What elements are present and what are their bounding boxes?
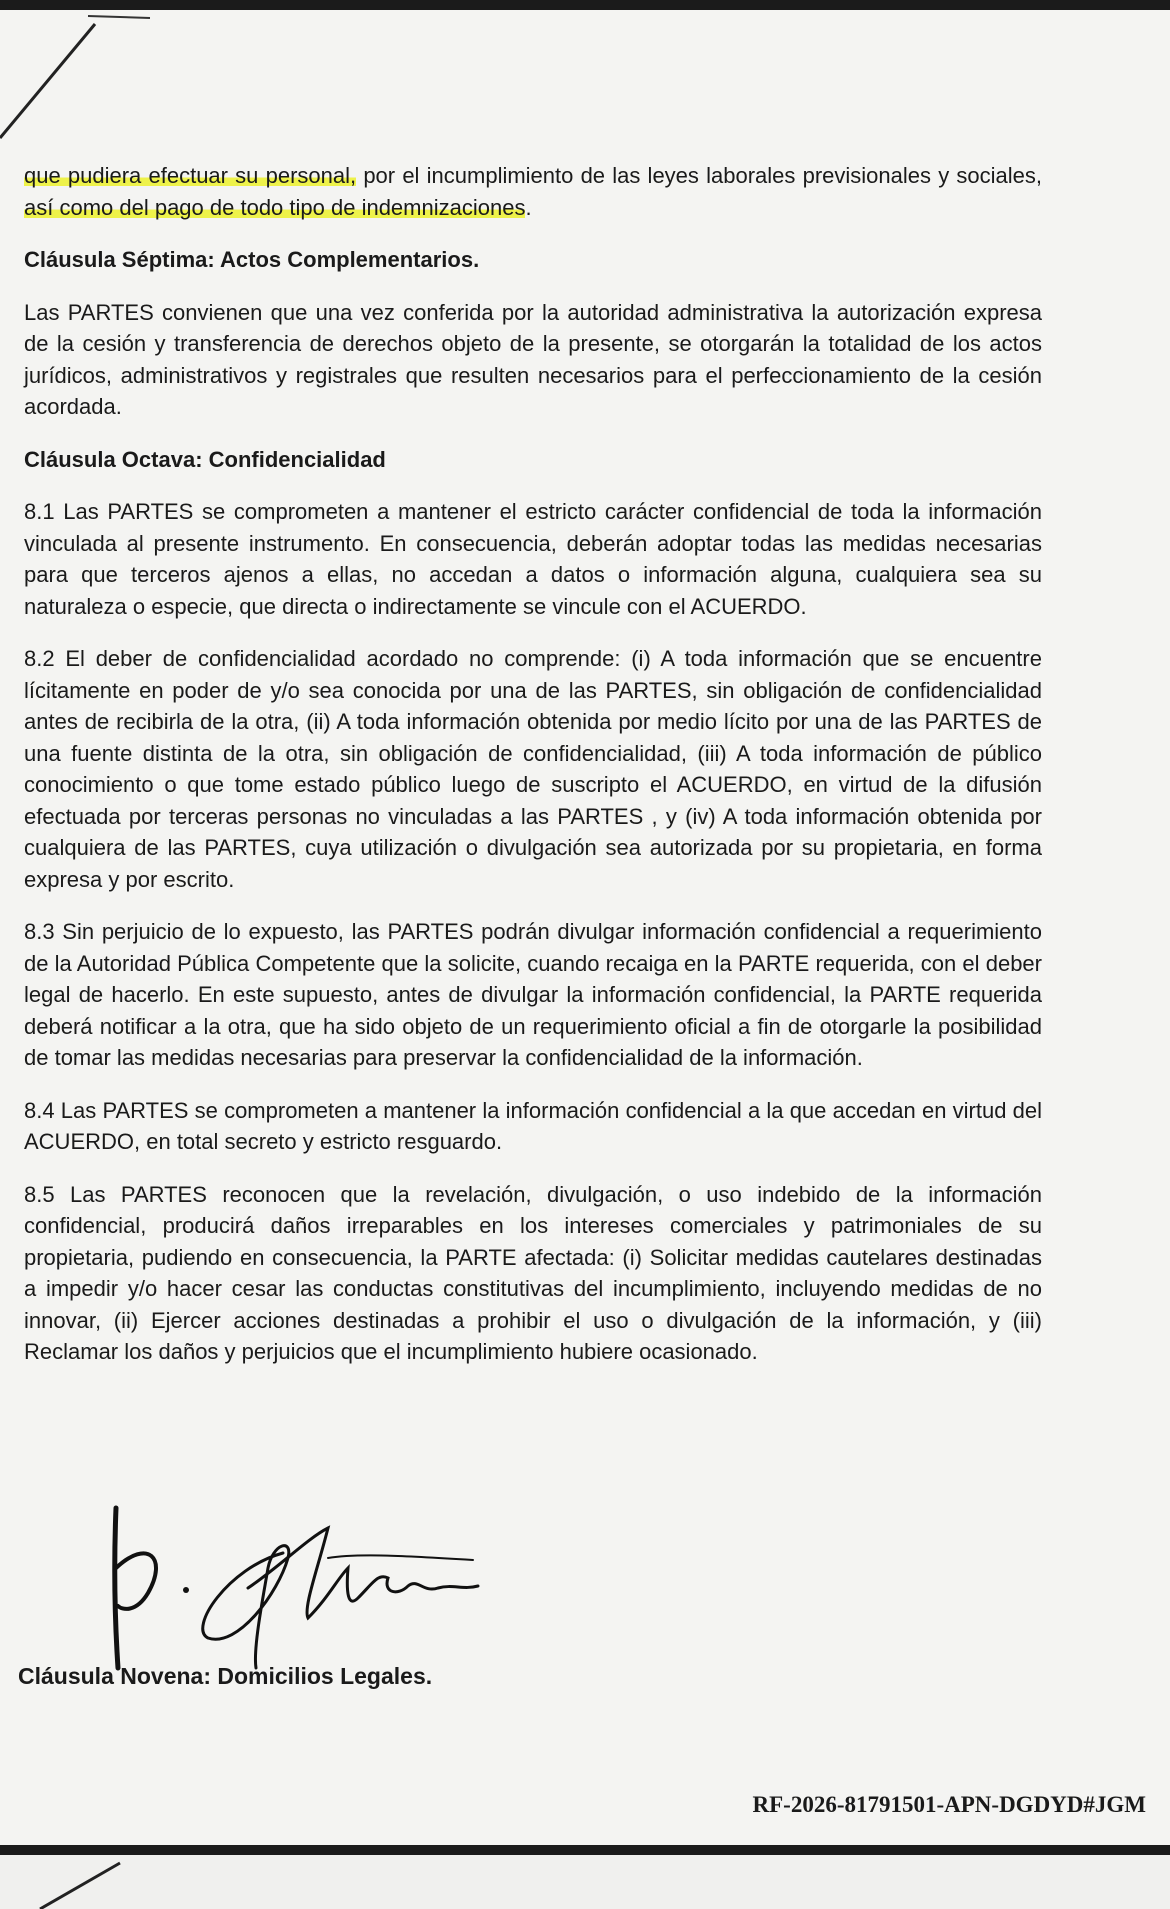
intro-period: . — [525, 194, 532, 220]
page-corner-mark — [0, 10, 200, 150]
highlighted-text-1: que pudiera efectuar su personal, — [24, 163, 357, 188]
clause-8-3: 8.3 Sin perjuicio de lo expuesto, las PARTES podrán divulgar información confidencial a requerimiento de la Autoridad Pública Competente que la solicite, cuando recaiga en la PARTE requerida, con el deber legal de hacerlo. En este supuesto, antes de divulgar la información confidencial, la PARTE requerida deberá notificar a la otra, que ha sido objeto de un requerimiento oficial a fin de otorgarle la posibilidad de tomar las medidas necesarias para preservar la confidencialidad de la información. — [24, 919, 1042, 1070]
next-page-edge — [0, 1855, 1170, 1909]
intro-text: por el incumplimiento de las leyes laborales previsionales y sociales, — [356, 163, 1042, 188]
clause-8-2: 8.2 El deber de confidencialidad acordado no comprende: (i) A toda información que se encuentre lícitamente en poder de y/o sea conocida por una de las PARTES, sin obligación de confidencialidad antes de recibirla de la otra, (ii) A toda información obtenida por medio lícito por una de las PARTES de una fuente distinta de la otra, sin obligación de confidencialidad, (iii) A toda información de público conocimiento o que tome estado público luego de suscripto el ACUERDO, en virtud de la difusión efectuada por terceras personas no vinculadas a las PARTES , y (iv) A toda información obtenida por cualquiera de las PARTES, cuya utilización o divulgación sea autorizada por su propietaria, en forma expresa y por escrito. — [24, 646, 1042, 892]
document-reference: RF-2026-81791501-APN-DGDYD#JGM — [752, 1792, 1146, 1817]
highlighted-text-2: así como del pago de todo tipo de indemnizaciones — [24, 194, 526, 220]
clause-8-5: 8.5 Las PARTES reconocen que la revelación, divulgación, o uso indebido de la información confidencial, producirá daños irreparables en los intereses comerciales y patrimoniales de su propietaria, pudiendo en consecuencia, la PARTE afectada: (i) Solicitar medidas cautelares destinadas a impedir y/o hacer cesar las conductas constitutivas del incumplimiento, incluyendo medidas de no innovar, (ii) Ejercer acciones destinadas a prohibir el uso o divulgación de la información, y (iii) Reclamar los daños y perjuicios que el incumplimiento hubiere ocasionado. — [24, 1181, 1042, 1364]
next-page-corner-mark — [0, 1855, 200, 1909]
document-body — [24, 160, 1042, 1389]
clause-8-1: 8.1 Las PARTES se comprometen a mantener el estricto carácter confidencial de toda la información vinculada al presente instrumento. En consecuencia, deberán adoptar todas las medidas necesarias para que terceros ajenos a ellas, no accedan a datos o información alguna, cualquiera sea su naturaleza o especie, que directa o indirectamente se vincule con el ACUERDO. — [24, 499, 1042, 619]
clause-novena-title: Cláusula Novena: Domicilios Legales. — [18, 1663, 433, 1689]
intro-paragraph — [24, 160, 1042, 223]
handwritten-signature — [78, 1498, 538, 1678]
clause-octava-title: Cláusula Octava: Confidencialidad — [24, 446, 386, 472]
clause-8-4: 8.4 Las PARTES se comprometen a mantener la información confidencial a la que accedan en virtud del ACUERDO, en total secreto y estricto resguardo. — [24, 1097, 1042, 1154]
clause-septima-title: Cláusula Séptima: Actos Complementarios. — [24, 247, 480, 272]
document-page — [0, 10, 1170, 1845]
clause-septima-text: Las PARTES convienen que una vez conferida por la autoridad administrativa la autorización expresa de la cesión y transferencia de derechos objeto de la presente, se otorgarán la totalidad de los actos jurídicos, administrativos y registrales que resulten necesarios para el perfeccionamiento de la cesión acordada. — [24, 299, 1042, 419]
